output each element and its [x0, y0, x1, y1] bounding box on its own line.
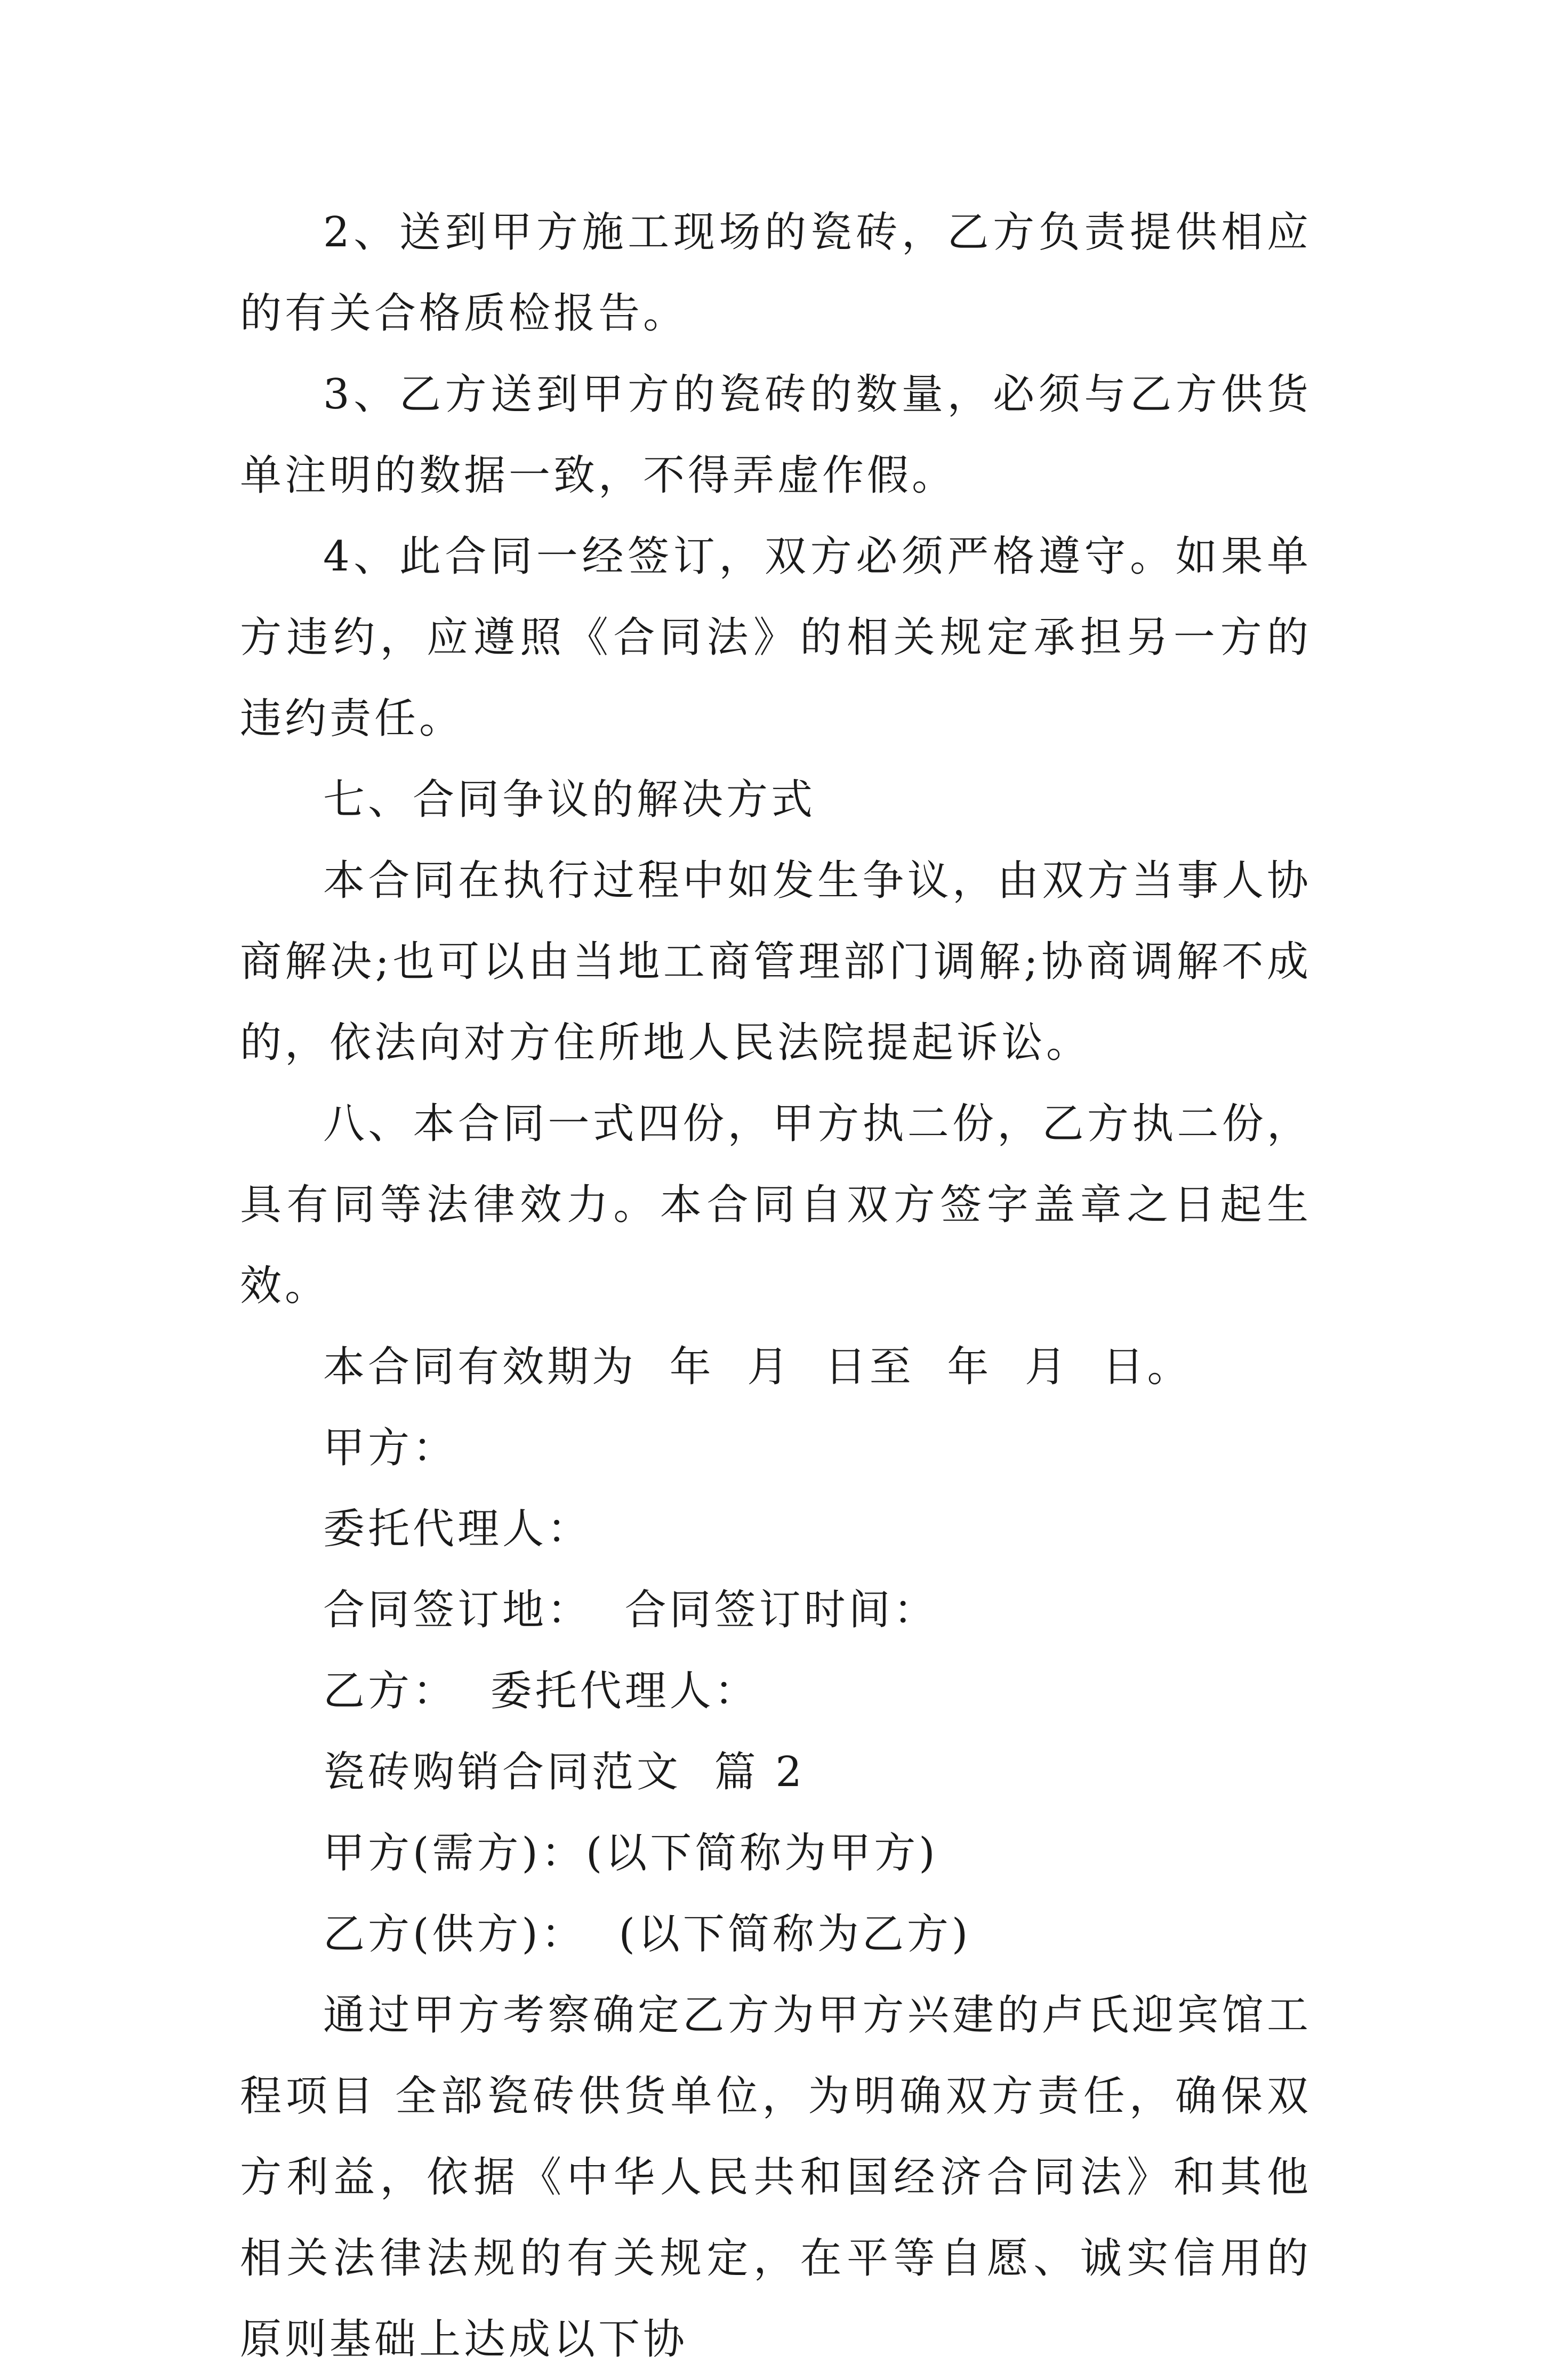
clause-4-breach: 4、此合同一经签订，双方必须严格遵守。如果单方违约，应遵照《合同法》的相关规定承担另一方的违约责任。 — [240, 533, 1312, 743]
party-a-label: 甲方： — [323, 1424, 458, 1472]
agent-label: 委托代理人： — [323, 1505, 592, 1553]
validity-period: 本合同有效期为 年 月 日至 年 月 日。 — [323, 1343, 1192, 1391]
preamble-text: 通过甲方考察确定乙方为甲方兴建的卢氏迎宾馆工程项目 全部瓷砖供货单位，为明确双方责任，确保双方利益，依据《中华人民共和国经济合同法》和其他相关法律法规的有关规定，在平等自愿、诚实信用的原则基础上达成以下协 — [240, 1991, 1312, 2363]
party-b-agent: 乙方： 委托代理人： — [323, 1667, 759, 1715]
party-a-buyer: 甲方(需方)：(以下简称为甲方) — [323, 1829, 938, 1877]
party-b-supplier: 乙方(供方)： (以下简称为乙方) — [323, 1910, 971, 1958]
signing-place-time: 合同签订地： 合同签订时间： — [323, 1586, 938, 1634]
clause-2-inspection-report: 2、送到甲方施工现场的瓷砖，乙方负责提供相应的有关合格质检报告。 — [240, 208, 1312, 337]
sample-contract-title: 瓷砖购销合同范文 篇 2 — [323, 1748, 806, 1796]
dispute-resolution-text: 本合同在执行过程中如发生争议，由双方当事人协商解决;也可以由当地工商管理部门调解;协商调解不成的，依法向对方住所地人民法院提起诉讼。 — [240, 857, 1312, 1067]
section-8-copies: 八、本合同一式四份，甲方执二份，乙方执二份，具有同等法律效力。本合同自双方签字盖章之日起生效。 — [240, 1100, 1312, 1310]
section-7-heading: 七、合同争议的解决方式 — [323, 776, 816, 824]
clause-3-quantity: 3、乙方送到甲方的瓷砖的数量，必须与乙方供货单注明的数据一致，不得弄虚作假。 — [240, 371, 1312, 500]
document-body — [240, 192, 1312, 2380]
